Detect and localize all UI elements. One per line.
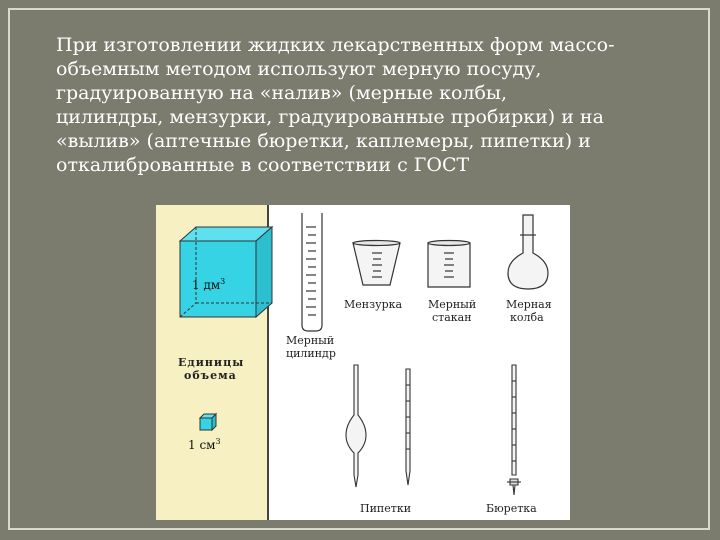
- large-cube-label: 1 $дм^3$: [192, 277, 226, 292]
- graduated-beaker-conical-icon: [353, 241, 400, 286]
- label-pipettes: Пипетки: [360, 502, 412, 515]
- label-volumetric-flask-2: колба: [510, 311, 544, 324]
- measuring-cylinder-icon: [302, 213, 322, 331]
- units-title-line-2: объема: [184, 369, 237, 382]
- text-line-1: При изготовлении жидких лекарственных форм массо-: [56, 34, 615, 56]
- label-burette: Бюретка: [486, 502, 537, 515]
- large-cube-icon: [180, 227, 272, 317]
- label-measuring-beaker-1: Мерный: [428, 298, 477, 311]
- text-line-5: «вылив» (аптечные бюретки, каплемеры, пипетки) и: [56, 130, 591, 152]
- slide-body-text: [56, 33, 696, 177]
- bulb-pipette-icon: [346, 365, 366, 487]
- label-measuring-cylinder-1: Мерный: [286, 334, 335, 347]
- label-mensurka: Мензурка: [344, 298, 403, 311]
- label-volumetric-flask-1: Мерная: [506, 298, 552, 311]
- small-cube-icon: [200, 414, 216, 430]
- volumetric-flask-icon: [508, 215, 548, 289]
- burette-icon: [507, 365, 521, 495]
- measuring-beaker-icon: [428, 241, 470, 288]
- label-measuring-cylinder-2: цилиндр: [286, 347, 336, 360]
- small-cube-label: 1 $см^3$: [188, 437, 221, 452]
- text-line-4: цилиндры, мензурки, градуированные пробирки) и на: [56, 106, 604, 128]
- text-line-2: объемным методом используют мерную посуду,: [56, 58, 542, 80]
- text-line-3: градуированную на «налив» (мерные колбы,: [56, 82, 508, 104]
- graduated-pipette-icon: [406, 369, 410, 485]
- lab-glassware-figure: [156, 205, 570, 520]
- units-title-line-1: Единицы: [178, 356, 245, 369]
- text-line-6: откалиброванные в соответствии с ГОСТ: [56, 154, 470, 176]
- label-measuring-beaker-2: стакан: [432, 311, 472, 324]
